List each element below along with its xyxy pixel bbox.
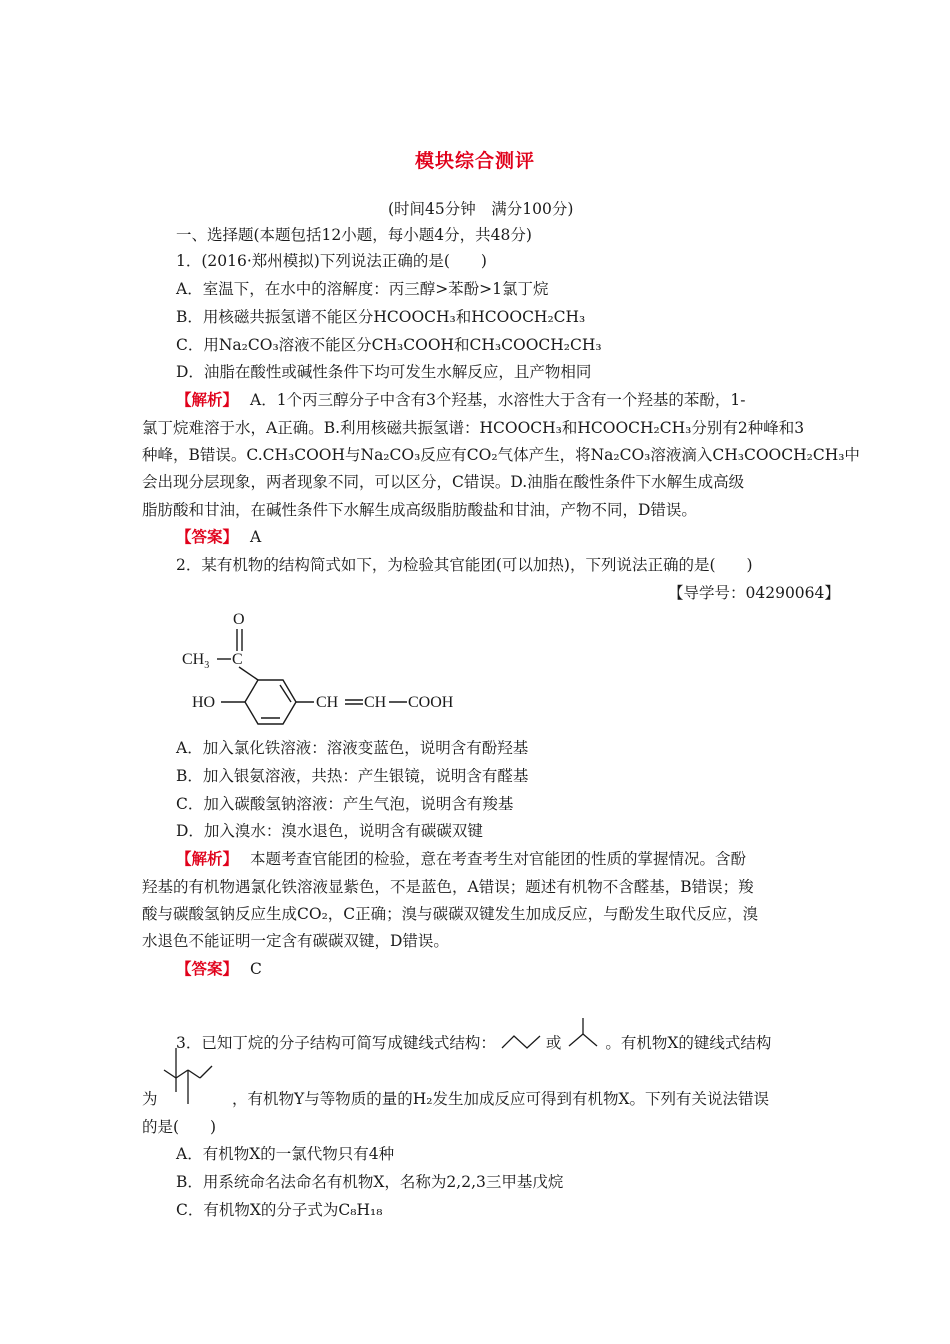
methyl-subscript: 3 bbox=[204, 660, 210, 671]
structural-formula bbox=[170, 605, 470, 735]
page-title: 模块综合测评 bbox=[414, 150, 535, 172]
q1-option-d: D．油脂在酸性或碱性条件下均可发生水解反应，且产物相同 bbox=[176, 363, 592, 381]
q3-option-b: B．用系统命名法命名有机物X，名称为2,2,3三甲基戊烷 bbox=[176, 1173, 564, 1191]
test-duration: (时间45分钟 满分100分) bbox=[388, 200, 574, 218]
methyl-label bbox=[182, 651, 209, 671]
analysis-text: 本题考查官能团的检验，意在考查考生对官能团的性质的掌握情况。含酚 bbox=[250, 850, 747, 868]
q1-answer bbox=[176, 527, 261, 547]
methyl-ch: CH bbox=[182, 651, 205, 668]
q1-analysis-line-2: 氯丁烷难溶于水，A正确。B.利用核磁共振氢谱：HCOOCH₃和HCOOCH₂CH₃分别有2种峰和3 bbox=[142, 419, 805, 437]
hydroxyl-label: HO bbox=[192, 694, 216, 711]
q2-answer bbox=[176, 959, 262, 979]
q2-analysis-line-4: 水退色不能证明一定含有碳碳双键，D错误。 bbox=[142, 932, 449, 950]
q3-option-c: C．有机物X的分子式为C₈H₁₈ bbox=[176, 1201, 383, 1219]
isobutane-skeletal-icon bbox=[563, 1016, 603, 1050]
q3-stem-line-3: 的是( ) bbox=[142, 1118, 217, 1136]
q2-stem: 2．某有机物的结构简式如下，为检验其官能团(可以加热)，下列说法正确的是( ) bbox=[176, 556, 753, 574]
q2-analysis-line-1 bbox=[176, 849, 746, 869]
carboxyl-label: COOH bbox=[408, 694, 454, 711]
q1-option-a: A．室温下，在水中的溶解度：丙三醇>苯酚>1氯丁烷 bbox=[176, 280, 549, 298]
q3-stem-start: 3．已知丁烷的分子结构可简写成键线式结构： bbox=[176, 1034, 496, 1052]
chain-ch-label-2: CH bbox=[364, 694, 387, 711]
analysis-text: A．1个丙三醇分子中含有3个羟基，水溶性大于含有一个羟基的苯酚，1- bbox=[250, 391, 746, 409]
q3-wei: 为 bbox=[142, 1090, 158, 1108]
q1-option-c: C．用Na₂CO₃溶液不能区分CH₃COOH和CH₃COOCH₂CH₃ bbox=[176, 336, 602, 354]
chain-ch-label-1: CH bbox=[316, 694, 339, 711]
q1-option-b: B．用核磁共振氢谱不能区分HCOOCH₃和HCOOCH₂CH₃ bbox=[176, 308, 586, 326]
q3-stem-mid: 。有机物X的键线式结构 bbox=[605, 1034, 772, 1052]
q3-stem-line-2: ，有机物Y与等物质的量的H₂发生加成反应可得到有机物X。下列有关说法错误 bbox=[232, 1090, 770, 1108]
answer-value: A bbox=[250, 528, 262, 546]
answer-tag: 【答案】 bbox=[176, 527, 239, 546]
q2-option-c: C．加入碳酸氢钠溶液：产生气泡，说明含有羧基 bbox=[176, 795, 514, 813]
q1-analysis-line-3: 种峰，B错误。C.CH₃COOH与Na₂CO₃反应有CO₂气体产生，将Na₂CO₃溶液滴入CH₃COOCH₂CH₃中 bbox=[142, 446, 860, 464]
q2-option-a: A．加入氯化铁溶液：溶液变蓝色，说明含有酚羟基 bbox=[176, 739, 529, 757]
butane-skeletal-icon bbox=[500, 1032, 542, 1052]
q2-analysis-line-3: 酸与碳酸氢钠反应生成CO₂，C正确；溴与碳碳双键发生加成反应，与酚发生取代反应，溴 bbox=[142, 905, 759, 923]
guide-number: 【导学号：04290064】 bbox=[668, 584, 840, 602]
q1-analysis-line-5: 脂肪酸和甘油，在碱性条件下水解生成高级脂肪酸盐和甘油，产物不同，D错误。 bbox=[142, 501, 697, 519]
q1-stem: 1．(2016·郑州模拟)下列说法正确的是( ) bbox=[176, 252, 487, 270]
answer-tag: 【答案】 bbox=[176, 959, 239, 978]
q3-or: 或 bbox=[545, 1034, 562, 1052]
q1-analysis-line-4: 会出现分层现象，两者现象不同，可以区分，C错误。D.油脂在酸性条件下水解生成高级 bbox=[142, 473, 745, 491]
carbonyl-carbon-label: C bbox=[232, 651, 243, 668]
q3-option-a: A．有机物X的一氯代物只有4种 bbox=[176, 1145, 395, 1163]
oxygen-label: O bbox=[233, 611, 245, 628]
q3-stem-line-1 bbox=[176, 1016, 771, 1053]
answer-value: C bbox=[250, 960, 262, 978]
q2-option-b: B．加入银氨溶液，共热：产生银镜，说明含有醛基 bbox=[176, 767, 529, 785]
compound-x-skeletal-icon bbox=[160, 1044, 224, 1110]
analysis-tag: 【解析】 bbox=[176, 849, 239, 868]
q2-option-d: D．加入溴水：溴水退色，说明含有碳碳双键 bbox=[176, 822, 483, 840]
section-heading: 一、选择题(本题包括12小题，每小题4分，共48分) bbox=[176, 226, 532, 244]
analysis-tag: 【解析】 bbox=[176, 390, 239, 409]
q1-analysis-line-1 bbox=[176, 390, 746, 410]
q2-analysis-line-2: 羟基的有机物遇氯化铁溶液显紫色，不是蓝色，A错误；题述有机物不含醛基，B错误；羧 bbox=[142, 878, 754, 896]
